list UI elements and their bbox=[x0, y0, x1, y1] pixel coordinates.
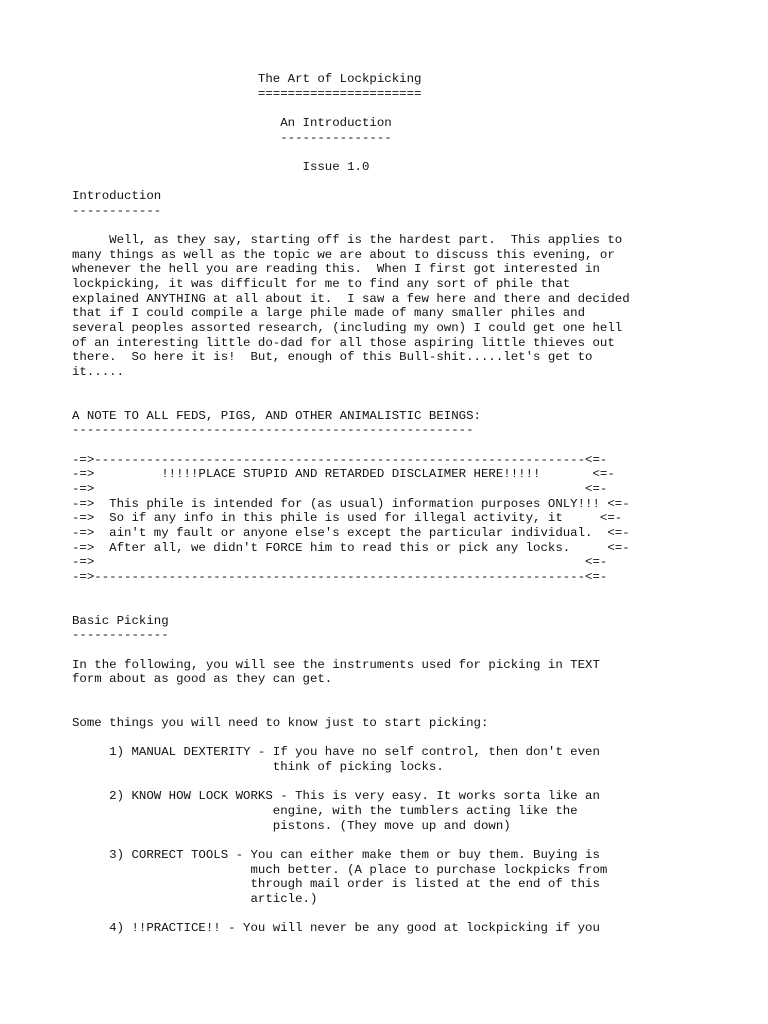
text-line: whenever the hell you are reading this. When I first got interested in bbox=[72, 262, 600, 277]
text-line: through mail order is listed at the end of this bbox=[72, 877, 600, 892]
text-line: 3) CORRECT TOOLS - You can either make them or buy them. Buying is bbox=[72, 847, 600, 862]
text-line bbox=[72, 775, 630, 790]
text-line: explained ANYTHING at all about it. I saw a few here and there and decided bbox=[72, 291, 630, 306]
text-line: A NOTE TO ALL FEDS, PIGS, AND OTHER ANIMALISTIC BEINGS: bbox=[72, 408, 481, 423]
text-line: ------------ bbox=[72, 203, 162, 218]
document-text bbox=[72, 72, 630, 936]
text-line: that if I could compile a large phile made of many smaller philes and bbox=[72, 306, 586, 321]
text-line: 2) KNOW HOW LOCK WORKS - This is very easy. It works sorta like an bbox=[72, 789, 600, 804]
text-line bbox=[72, 643, 630, 658]
text-line: -=> After all, we didn't FORCE him to read this or pick any locks. <=- bbox=[72, 540, 630, 555]
text-line: Well, as they say, starting off is the hardest part. This applies to bbox=[72, 233, 623, 248]
text-line: of an interesting little do-dad for all those aspiring little thieves out bbox=[72, 335, 615, 350]
text-line: -=>------------------------------------------------------------------<=- bbox=[72, 569, 608, 584]
text-line: -=>------------------------------------------------------------------<=- bbox=[72, 452, 608, 467]
text-line: ====================== bbox=[72, 86, 422, 101]
text-line: -=> <=- bbox=[72, 481, 608, 496]
text-line bbox=[72, 218, 630, 233]
text-line: Introduction bbox=[72, 189, 162, 204]
text-line bbox=[72, 833, 630, 848]
text-line: -=> This phile is intended for (as usual) information purposes ONLY!!! <=- bbox=[72, 496, 630, 511]
text-line bbox=[72, 394, 630, 409]
text-line: 4) !!PRACTICE!! - You will never be any good at lockpicking if you bbox=[72, 921, 600, 936]
text-line: ------------------------------------------------------ bbox=[72, 423, 474, 438]
text-line: form about as good as they can get. bbox=[72, 672, 333, 687]
text-line bbox=[72, 101, 630, 116]
text-line: Some things you will need to know just to start picking: bbox=[72, 716, 489, 731]
text-line bbox=[72, 907, 630, 922]
text-line: --------------- bbox=[72, 130, 392, 145]
text-line: -=> ain't my fault or anyone else's except the particular individual. <=- bbox=[72, 525, 630, 540]
text-line: much better. (A place to purchase lockpicks from bbox=[72, 862, 608, 877]
text-line: lockpicking, it was difficult for me to find any sort of phile that bbox=[72, 276, 571, 291]
text-line bbox=[72, 687, 630, 702]
text-line bbox=[72, 584, 630, 599]
text-line bbox=[72, 145, 630, 160]
text-line: think of picking locks. bbox=[72, 760, 444, 775]
text-line bbox=[72, 731, 630, 746]
text-line: -=> !!!!!PLACE STUPID AND RETARDED DISCLAIMER HERE!!!!! <=- bbox=[72, 467, 615, 482]
text-line: 1) MANUAL DEXTERITY - If you have no self control, then don't even bbox=[72, 745, 600, 760]
text-line: -=> <=- bbox=[72, 555, 608, 570]
text-line: it..... bbox=[72, 364, 125, 379]
text-line: ------------- bbox=[72, 628, 169, 643]
text-line: The Art of Lockpicking bbox=[72, 72, 422, 86]
text-line: An Introduction bbox=[72, 115, 392, 130]
text-line: -=> So if any info in this phile is used for illegal activity, it <=- bbox=[72, 511, 623, 526]
text-line: there. So here it is! But, enough of this Bull-shit.....let's get to bbox=[72, 350, 593, 365]
text-line: Basic Picking bbox=[72, 613, 169, 628]
text-line bbox=[72, 438, 630, 453]
text-line: In the following, you will see the instruments used for picking in TEXT bbox=[72, 657, 600, 672]
text-line: pistons. (They move up and down) bbox=[72, 818, 511, 833]
text-line bbox=[72, 174, 630, 189]
text-line: many things as well as the topic we are about to discuss this evening, or bbox=[72, 247, 615, 262]
text-line: Issue 1.0 bbox=[72, 159, 370, 174]
text-line: article.) bbox=[72, 891, 318, 906]
text-line: engine, with the tumblers acting like the bbox=[72, 804, 578, 819]
text-line bbox=[72, 379, 630, 394]
text-line: several peoples assorted research, (including my own) I could get one hell bbox=[72, 320, 623, 335]
text-line bbox=[72, 702, 630, 717]
text-line bbox=[72, 599, 630, 614]
